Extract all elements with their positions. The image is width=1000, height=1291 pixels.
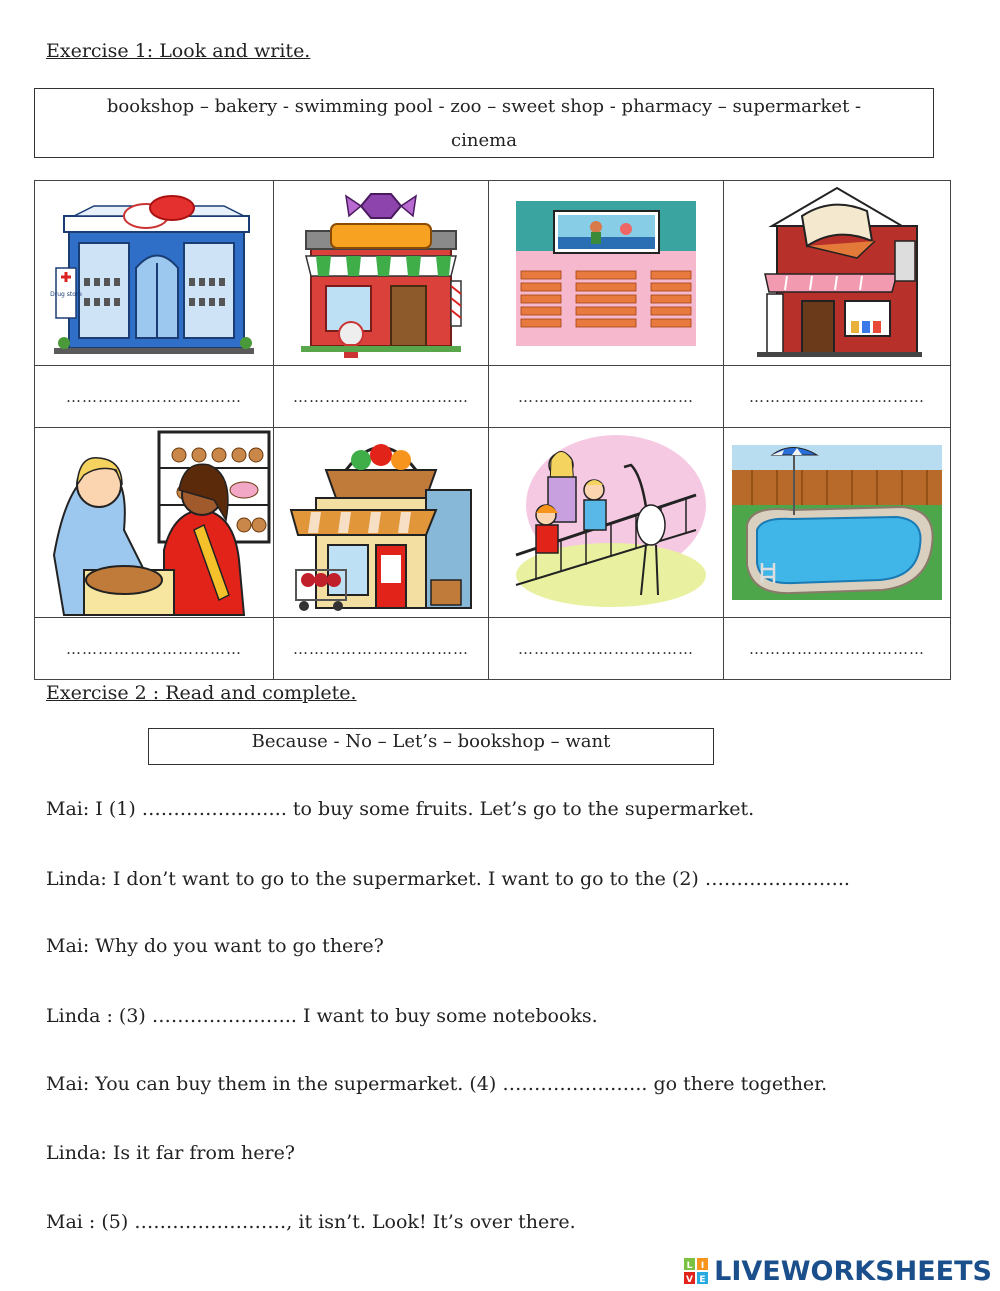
picture-cell-2 [274,181,489,366]
dialogue-line-7[interactable]: Mai : (5) ……………………, it isn’t. Look! It’s over there. [46,1211,576,1233]
picture-cell-3 [489,181,724,366]
logo-letter-e: E [699,1275,706,1285]
logo-letter-v: V [686,1275,694,1285]
sweet-shop-picture-icon [291,186,471,361]
word-bank-2-text: Because - No – Let’s – bookshop – want [251,731,611,752]
answer-blank-5[interactable]: …………………………… [35,618,274,680]
pharmacy-picture-icon [50,188,254,358]
word-bank-line-2: cinema [451,130,517,151]
picture-cell-7 [489,428,724,618]
answer-blank-4[interactable]: …………………………… [724,366,951,428]
answer-blank-2[interactable]: …………………………… [274,366,489,428]
exercise-1-heading: Exercise 1: Look and write. [46,40,311,62]
liveworksheets-logo [684,1253,992,1289]
bakery-picture-icon [44,430,264,615]
dialogue-line-5[interactable]: Mai: You can buy them in the supermarket. (4) ………………….. go there together. [46,1073,828,1095]
answer-blank-7[interactable]: …………………………… [489,618,724,680]
exercise-2-heading: Exercise 2 : Read and complete. [46,682,357,704]
answer-blank-6[interactable]: …………………………… [274,618,489,680]
bookshop-picture-icon [747,186,927,361]
dialogue-line-2[interactable]: Linda: I don’t want to go to the supermarket. I want to go to the (2) ………………….. [46,868,850,890]
word-bank-2-box [148,728,714,765]
dialogue-line-4[interactable]: Linda : (3) ………………….. I want to buy some notebooks. [46,1005,598,1027]
picture-grid [34,180,951,680]
picture-cell-4 [724,181,951,366]
drug-store-sign: Drug store [50,291,82,298]
dialogue-line-1[interactable]: Mai: I (1) ………………….. to buy some fruits. Let’s go to the supermarket. [46,798,755,820]
supermarket-picture-icon [286,430,476,615]
liveworksheets-logo-icon [684,1258,708,1284]
picture-cell-8 [724,428,951,618]
picture-cell-1 [35,181,274,366]
word-bank-line-1: bookshop – bakery - swimming pool - zoo – sweet shop - pharmacy – supermarket - [106,96,862,117]
logo-letter-l: L [686,1261,693,1271]
cinema-picture-icon [516,201,696,346]
answer-blank-3[interactable]: …………………………… [489,366,724,428]
picture-cell-6 [274,428,489,618]
swimming-pool-picture-icon [732,445,942,600]
liveworksheets-logo-text: LIVEWORKSHEETS [714,1255,992,1287]
dialogue-line-3: Mai: Why do you want to go there? [46,935,384,957]
answer-blank-8[interactable]: …………………………… [724,618,951,680]
dialogue-line-6: Linda: Is it far from here? [46,1142,295,1164]
logo-letter-i: I [700,1261,705,1271]
answer-blank-1[interactable]: …………………………… [35,366,274,428]
word-bank-box [34,88,934,158]
zoo-picture-icon [506,435,706,610]
picture-cell-5 [35,428,274,618]
